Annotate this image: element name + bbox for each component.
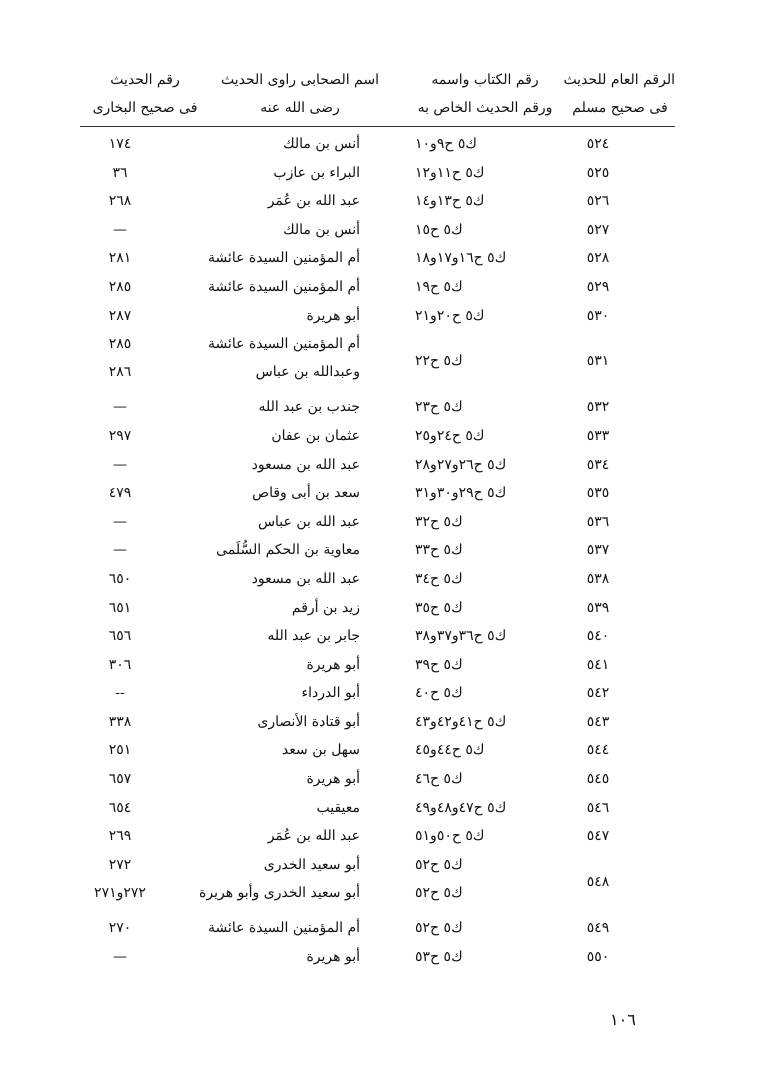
header-narrator-line2: رضى الله عنه (260, 100, 340, 116)
cell-narrator (200, 187, 360, 215)
cell-general-number: ٥٣٩ (586, 599, 610, 616)
table-row (0, 736, 765, 765)
cell-bukhari-number-line: ٦٥١ (108, 599, 132, 616)
cell-narrator (200, 679, 360, 707)
cell-bukhari-number-line: ٢٨١ (108, 250, 132, 267)
cell-narrator-line: وعبدالله بن عباس (255, 364, 360, 381)
cell-general-number: ٥٥٠ (586, 948, 610, 965)
cell-narrator (200, 393, 360, 421)
table-row (0, 508, 765, 537)
table-row (0, 393, 765, 422)
cell-bukhari-number (75, 914, 165, 942)
table-row (0, 594, 765, 623)
cell-book-number-line: ك٥ ح٤١و٤٢و٤٣ (415, 713, 507, 730)
cell-bukhari-number-line: — (113, 542, 127, 559)
cell-bukhari-number-line: ٢٧٠ (108, 920, 132, 937)
cell-general-number: ٥٢٧ (586, 221, 610, 238)
cell-bukhari-number-line: ٣٠٦ (108, 656, 132, 673)
cell-narrator (200, 479, 360, 507)
cell-general-number: ٥٤٤ (586, 742, 610, 759)
cell-book-number (415, 273, 555, 301)
cell-bukhari-number (75, 765, 165, 793)
cell-narrator-line: أبو سعيد الخدرى (263, 856, 360, 873)
cell-general-number: ٥٣٢ (586, 399, 610, 416)
cell-bukhari-number (75, 422, 165, 450)
cell-book-number-line: ك٥ ح٥٢ (415, 856, 463, 873)
cell-bukhari-number (75, 159, 165, 187)
table-row (0, 422, 765, 451)
cell-bukhari-number (75, 330, 165, 386)
cell-bukhari-number-line: -- (115, 685, 125, 702)
cell-bukhari-number (75, 216, 165, 244)
cell-bukhari-number-line: ٦٥٧ (108, 771, 132, 788)
cell-narrator-line: أبو الدرداء (301, 685, 360, 702)
cell-bukhari-number-line: — (113, 456, 127, 473)
cell-narrator (200, 159, 360, 187)
cell-narrator-line: عبد الله بن عُمَر (267, 828, 360, 845)
cell-bukhari-number (75, 187, 165, 215)
cell-book-number (415, 943, 555, 971)
table-row (0, 244, 765, 273)
cell-book-number (415, 679, 555, 707)
cell-bukhari-number-line: ٢٨٦ (108, 364, 132, 381)
cell-bukhari-number-line: ٤٧٩ (108, 485, 132, 502)
cell-narrator-line: أم المؤمنين السيدة عائشة (207, 250, 360, 267)
cell-book-number-line: ك٥ ح٤٠ (415, 685, 463, 702)
cell-narrator (200, 794, 360, 822)
cell-narrator-line: أبو هريرة (306, 948, 360, 965)
cell-book-number (415, 765, 555, 793)
table-row (0, 851, 765, 914)
cell-book-number-line: ك٥ ح٤٦ (415, 771, 463, 788)
cell-book-number (415, 822, 555, 850)
cell-book-number (415, 736, 555, 764)
table-row (0, 451, 765, 480)
cell-bukhari-number (75, 736, 165, 764)
cell-bukhari-number (75, 565, 165, 593)
cell-bukhari-number (75, 451, 165, 479)
table-row (0, 536, 765, 565)
cell-narrator (200, 422, 360, 450)
cell-narrator-line: أم المؤمنين السيدة عائشة (207, 920, 360, 937)
cell-general-number: ٥٤١ (586, 656, 610, 673)
header-rule (80, 126, 675, 127)
cell-narrator-line: عبد الله بن مسعود (251, 456, 360, 473)
cell-narrator-line: معيقيب (316, 799, 360, 816)
cell-bukhari-number (75, 622, 165, 650)
cell-bukhari-number-line: — (113, 513, 127, 530)
cell-book-number-line: ك٥ ح١٥ (415, 221, 463, 238)
cell-bukhari-number (75, 651, 165, 679)
cell-bukhari-number (75, 943, 165, 971)
cell-general-number: ٥٢٦ (586, 193, 610, 210)
header-general-line1: الرقم العام للحديث (563, 72, 675, 88)
cell-book-number (415, 216, 555, 244)
cell-book-number-line: ك٥ ح٣٤ (415, 570, 463, 587)
cell-general-number: ٥٢٨ (586, 250, 610, 267)
cell-narrator-line: أم المؤمنين السيدة عائشة (207, 278, 360, 295)
cell-narrator (200, 565, 360, 593)
header-book-number (400, 66, 570, 122)
cell-bukhari-number-line: — (113, 948, 127, 965)
table-row (0, 273, 765, 302)
cell-book-number-line: ك٥ ح٥٠و٥١ (415, 828, 485, 845)
cell-bukhari-number (75, 679, 165, 707)
cell-narrator-line: أبو هريرة (306, 307, 360, 324)
cell-general-number: ٥٣٦ (586, 513, 610, 530)
cell-book-number-line: ك٥ ح٥٣ (415, 948, 463, 965)
cell-book-number (415, 393, 555, 421)
cell-general-number: ٥٣٠ (586, 307, 610, 324)
cell-book-number (415, 479, 555, 507)
cell-book-number (415, 708, 555, 736)
cell-bukhari-number-line: ٢٦٩ (108, 828, 132, 845)
cell-bukhari-number-line: ٣٦ (112, 164, 128, 181)
cell-narrator-line: سهل بن سعد (281, 742, 360, 759)
table-row (0, 187, 765, 216)
cell-narrator-line: عبد الله بن عباس (257, 513, 360, 530)
cell-bukhari-number (75, 393, 165, 421)
table-row (0, 622, 765, 651)
cell-general-number: ٥٤٧ (586, 828, 610, 845)
header-bukhari-number (90, 66, 200, 122)
cell-general-number: ٥٣٨ (586, 570, 610, 587)
cell-narrator-line: أبو سعيد الخدرى وأبو هريرة (199, 884, 360, 901)
cell-book-number (415, 536, 555, 564)
cell-narrator-line: أبو هريرة (306, 656, 360, 673)
cell-bukhari-number (75, 479, 165, 507)
cell-book-number (415, 508, 555, 536)
cell-book-number (415, 347, 555, 375)
header-general-line2: فى صحيح مسلم (572, 100, 668, 116)
table-row (0, 651, 765, 680)
cell-general-number: ٥٤٠ (586, 628, 610, 645)
cell-general-number: ٥٣٧ (586, 542, 610, 559)
cell-narrator (200, 851, 360, 907)
cell-general-number: ٥٣٤ (586, 456, 610, 473)
cell-book-number (415, 914, 555, 942)
cell-bukhari-number (75, 273, 165, 301)
cell-book-number (415, 622, 555, 650)
header-bukhari-line1: رقم الحديث (110, 72, 180, 88)
cell-book-number-line: ك٥ ح٢٦و٢٧و٢٨ (415, 456, 507, 473)
cell-book-number-line: ك٥ ح٢٤و٢٥ (415, 427, 485, 444)
cell-narrator-line: عبد الله بن مسعود (251, 570, 360, 587)
cell-narrator-line: زيد بن أرقم (291, 599, 360, 616)
cell-bukhari-number-line: ٦٥٠ (108, 570, 132, 587)
cell-book-number-line: ك٥ ح٣٣ (415, 542, 463, 559)
cell-narrator-line: أم المؤمنين السيدة عائشة (207, 336, 360, 353)
cell-book-number (415, 302, 555, 330)
cell-book-number (415, 130, 555, 158)
cell-bukhari-number-line: ١٧٤ (108, 136, 132, 152)
cell-narrator (200, 451, 360, 479)
header-narrator (215, 66, 385, 122)
cell-narrator (200, 594, 360, 622)
table-row (0, 330, 765, 393)
cell-narrator-line: جابر بن عبد الله (267, 628, 360, 645)
cell-book-number (415, 159, 555, 187)
cell-narrator-line: معاوية بن الحكم السُّلَمى (216, 542, 360, 559)
table-row (0, 479, 765, 508)
cell-narrator (200, 822, 360, 850)
table-row (0, 943, 765, 972)
cell-bukhari-number-line: ٢٨٥ (108, 336, 132, 353)
table-row (0, 794, 765, 823)
cell-general-number: ٥٤٦ (586, 799, 610, 816)
cell-book-number-line: ك٥ ح٣٦و٣٧و٣٨ (415, 628, 507, 645)
table-row (0, 679, 765, 708)
cell-narrator (200, 130, 360, 158)
table-row (0, 765, 765, 794)
cell-book-number-line: ك٥ ح١٣و١٤ (415, 193, 485, 210)
cell-bukhari-number (75, 244, 165, 272)
cell-bukhari-number (75, 794, 165, 822)
cell-narrator (200, 765, 360, 793)
cell-general-number: ٥٣١ (586, 353, 610, 370)
cell-general-number: ٥٣٣ (586, 427, 610, 444)
header-general-number (565, 66, 675, 122)
table-row (0, 130, 765, 159)
cell-general-number: ٥٤٨ (586, 874, 610, 891)
table-row (0, 708, 765, 737)
cell-narrator-line: أنس بن مالك (283, 221, 360, 238)
cell-book-number-line: ك٥ ح٤٤و٤٥ (415, 742, 485, 759)
cell-bukhari-number (75, 508, 165, 536)
cell-narrator-line: جندب بن عبد الله (258, 399, 360, 416)
cell-general-number: ٥٢٥ (586, 164, 610, 181)
cell-narrator (200, 244, 360, 272)
cell-book-number-line: ك٥ ح٣٥ (415, 599, 463, 616)
cell-bukhari-number (75, 536, 165, 564)
cell-bukhari-number-line: ٦٥٤ (108, 799, 132, 816)
cell-book-number-line: ك٥ ح٢٩و٣٠و٣١ (415, 485, 507, 502)
cell-narrator (200, 330, 360, 386)
cell-book-number-line: ك٥ ح٢٠و٢١ (415, 307, 485, 324)
header-bukhari-line2: فى صحيح البخارى (92, 100, 198, 116)
cell-bukhari-number (75, 130, 165, 158)
cell-book-number (415, 422, 555, 450)
cell-book-number-line: ك٥ ح٥٢ (415, 884, 463, 901)
cell-bukhari-number-line: ٢٧٢ (108, 856, 132, 873)
cell-narrator (200, 622, 360, 650)
cell-general-number: ٥٢٩ (586, 278, 610, 295)
cell-general-number: ٥٤٢ (586, 685, 610, 702)
cell-general-number: ٥٣٥ (586, 485, 610, 502)
cell-narrator (200, 914, 360, 942)
cell-bukhari-number-line: ٢٩٧ (108, 427, 132, 444)
cell-book-number (415, 451, 555, 479)
cell-narrator-line: عبد الله بن عُمَر (267, 193, 360, 210)
cell-narrator-line: عثمان بن عفان (271, 427, 360, 444)
cell-bukhari-number (75, 822, 165, 850)
header-book-line2: ورقم الحديث الخاص به (417, 100, 553, 116)
cell-book-number-line: ك٥ ح١٩ (415, 278, 463, 295)
cell-bukhari-number-line: ٢٧٢و٢٧١ (94, 884, 146, 901)
table-row (0, 159, 765, 188)
table-row (0, 914, 765, 943)
cell-book-number (415, 651, 555, 679)
table-row (0, 302, 765, 331)
table-row (0, 822, 765, 851)
cell-book-number (415, 594, 555, 622)
cell-book-number-line: ك٥ ح٢٢ (415, 353, 463, 370)
cell-narrator (200, 536, 360, 564)
cell-bukhari-number-line: ٢٨٥ (108, 278, 132, 295)
cell-book-number-line: ك٥ ح١٦و١٧و١٨ (415, 250, 507, 267)
cell-narrator-line: أبو قتادة الأنصارى (257, 713, 360, 730)
cell-narrator (200, 508, 360, 536)
hadith-table (0, 130, 765, 971)
cell-narrator (200, 708, 360, 736)
cell-bukhari-number-line: — (113, 221, 127, 238)
cell-book-number-line: ك٥ ح٤٧و٤٨و٤٩ (415, 799, 507, 816)
cell-narrator (200, 943, 360, 971)
cell-book-number-line: ك٥ ح٣٩ (415, 656, 463, 673)
cell-book-number-line: ك٥ ح٢٣ (415, 399, 463, 416)
cell-bukhari-number-line: ٢٨٧ (108, 307, 132, 324)
page-number: ١٠٦ (610, 1010, 636, 1029)
cell-book-number (415, 187, 555, 215)
cell-narrator (200, 216, 360, 244)
cell-narrator-line: أنس بن مالك (283, 136, 360, 152)
cell-narrator (200, 736, 360, 764)
cell-book-number (415, 851, 555, 907)
table-row (0, 565, 765, 594)
cell-bukhari-number-line: ٦٥٦ (108, 628, 132, 645)
cell-bukhari-number (75, 708, 165, 736)
cell-narrator-line: سعد بن أبى وقاص (252, 485, 360, 502)
cell-general-number: ٥٤٣ (586, 713, 610, 730)
cell-book-number-line: ك٥ ح٥٢ (415, 920, 463, 937)
cell-book-number-line: ك٥ ح١١و١٢ (415, 164, 485, 181)
cell-general-number: ٥٤٥ (586, 771, 610, 788)
cell-narrator (200, 651, 360, 679)
cell-narrator (200, 302, 360, 330)
cell-bukhari-number-line: ٢٥١ (108, 742, 132, 759)
cell-bukhari-number-line: — (113, 399, 127, 416)
cell-book-number (415, 244, 555, 272)
cell-bukhari-number (75, 594, 165, 622)
cell-bukhari-number-line: ٣٣٨ (108, 713, 132, 730)
cell-narrator-line: البراء بن عازب (273, 164, 360, 181)
cell-book-number-line: ك٥ ح٩و١٠ (415, 136, 477, 152)
cell-book-number (415, 565, 555, 593)
header-narrator-line1: اسم الصحابى راوى الحديث (220, 72, 379, 88)
cell-general-number: ٥٤٩ (586, 920, 610, 937)
table-row (0, 216, 765, 245)
cell-narrator (200, 273, 360, 301)
cell-bukhari-number (75, 302, 165, 330)
cell-general-number: ٥٢٤ (586, 136, 610, 152)
header-book-line1: رقم الكتاب واسمه (431, 72, 539, 88)
cell-bukhari-number-line: ٢٦٨ (108, 193, 132, 210)
cell-book-number (415, 794, 555, 822)
cell-bukhari-number (75, 851, 165, 907)
cell-narrator-line: أبو هريرة (306, 771, 360, 788)
cell-book-number-line: ك٥ ح٣٢ (415, 513, 463, 530)
